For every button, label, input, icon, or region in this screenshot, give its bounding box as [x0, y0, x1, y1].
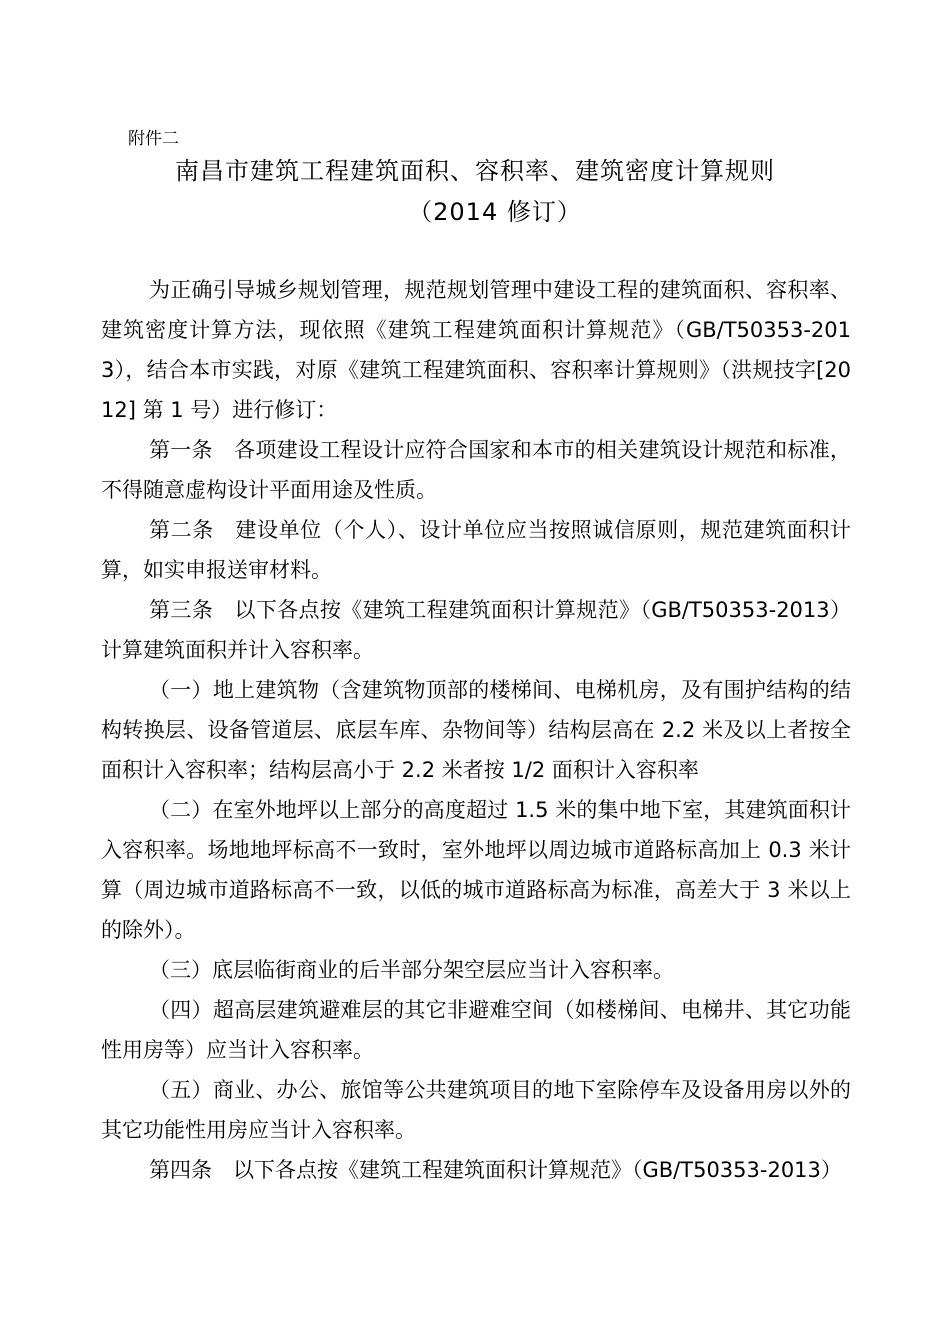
- article-4-paragraph: 第四条 以下各点按《建筑工程建筑面积计算规范》（GB/T50353-2013）: [149, 1158, 842, 1182]
- attachment-label: 附件二: [128, 129, 179, 149]
- document-subtitle: （2014 修订）: [408, 198, 582, 226]
- article-2-paragraph: 第二条 建设单位（个人）、设计单位应当按照诚信原则，规范建筑面积计算，如实申报送审材料。: [101, 518, 851, 582]
- article-3-item-2: （二）在室外地坪以上部分的高度超过 1.5 米的集中地下室，其建筑面积计入容积率。场地地坪标高不一致时，室外地坪以周边城市道路标高加上 0.3 米计算（周边城市道路标高不一致，以低的城市道路标高为标准，高差大于 3 米以上的除外）。: [101, 798, 851, 942]
- article-3-item-1: （一）地上建筑物（含建筑物顶部的楼梯间、电梯机房，及有围护结构的结构转换层、设备管道层、底层车库、杂物间等）结构层高在 2.2 米及以上者按全面积计入容积率；结构层高小于 2.2 米者按 1/2 面积计入容积率: [101, 678, 851, 782]
- document-title: 南昌市建筑工程建筑面积、容积率、建筑密度计算规则: [175, 157, 775, 185]
- article-1-paragraph: 第一条 各项建设工程设计应符合国家和本市的相关建筑设计规范和标准，不得随意虚构设计平面用途及性质。: [101, 438, 851, 502]
- article-3-paragraph: 第三条 以下各点按《建筑工程建筑面积计算规范》（GB/T50353-2013）计算建筑面积并计入容积率。: [101, 598, 851, 662]
- preamble-paragraph: 为正确引导城乡规划管理，规范规划管理中建设工程的建筑面积、容积率、建筑密度计算方法，现依照《建筑工程建筑面积计算规范》（GB/T50353-2013），结合本市实践，对原《建筑工程建筑面积、容积率计算规则》（洪规技字[2012] 第 1 号）进行修订：: [101, 278, 851, 422]
- article-3-item-5: （五）商业、办公、旅馆等公共建筑项目的地下室除停车及设备用房以外的其它功能性用房应当计入容积率。: [101, 1078, 851, 1142]
- article-3-item-4: （四）超高层建筑避难层的其它非避难空间（如楼梯间、电梯井、其它功能性用房等）应当计入容积率。: [101, 998, 851, 1062]
- document-body: [101, 270, 851, 1190]
- article-3-item-3: （三）底层临街商业的后半部分架空层应当计入容积率。: [149, 958, 674, 982]
